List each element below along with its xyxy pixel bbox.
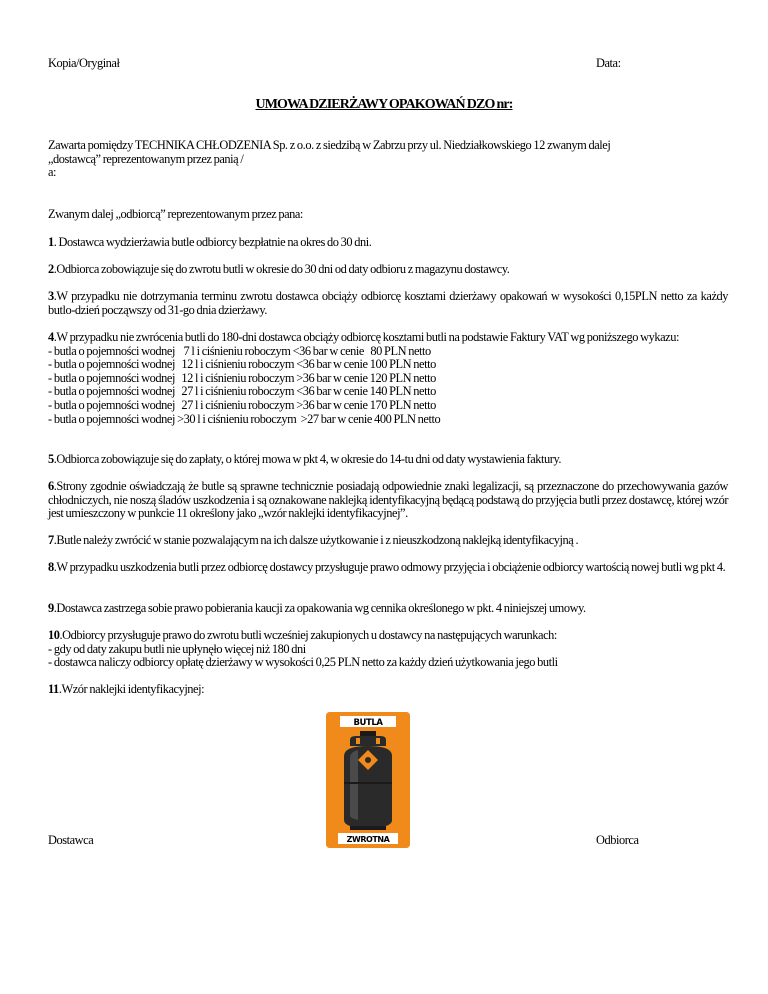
clause-number: 10 — [48, 628, 60, 642]
supplier-signature-label: Dostawca — [48, 833, 94, 847]
copy-original-label: Kopia/Oryginał — [48, 56, 120, 70]
price-list-item: - butla o pojemności wodnej 12 l i ciśnieniu roboczym >36 bar w cenie 120 PLN netto — [48, 370, 436, 385]
clause-2 — [48, 263, 728, 277]
clause-10 — [48, 629, 728, 670]
clause-text: .Odbiorca zobowiązuje się do zwrotu butli w okresie do 30 dni od daty odbioru z magazynu dostawcy. — [53, 262, 510, 276]
clause-text: .W przypadku nie zwrócenia butli do 180-dni dostawca obciąży odbiorcę kosztami butli na podstawie Faktury VAT wg poniższego wykazu: — [53, 330, 679, 344]
clause-text: .Odbiorcy przysługuje prawo do zwrotu butli wcześniej zakupionych u dostawcy na następujących warunkach: — [59, 628, 557, 642]
clause-text: .W przypadku uszkodzenia butli przez odbiorcę dostawcy przysługuje prawo odmowy przyjęcia i obciążenie odbiorcy wartością nowej butli wg pkt 4. — [53, 560, 726, 574]
clause-number: 3 — [48, 289, 54, 303]
clause-5 — [48, 453, 728, 467]
identification-sticker — [326, 712, 410, 848]
clause-number: 2 — [48, 262, 54, 276]
price-list-item: - butla o pojemności wodnej >30 l i ciśnieniu roboczym >27 bar w cenie 400 PLN netto — [48, 411, 441, 426]
intro-line-3: a: — [48, 165, 57, 180]
clause-3 — [48, 290, 728, 317]
intro-paragraph — [48, 139, 728, 180]
price-list-item: - butla o pojemności wodnej 27 l i ciśnieniu roboczym <36 bar w cenie 140 PLN netto — [48, 384, 436, 399]
clause-4 — [48, 331, 728, 426]
clause-number: 8 — [48, 560, 54, 574]
clause-number: 9 — [48, 601, 54, 615]
intro-line-2: „dostawcą” reprezentowanym przez panią / — [48, 151, 244, 166]
price-list-item: - butla o pojemności wodnej 12 l i ciśnieniu roboczym <36 bar w cenie 100 PLN netto — [48, 357, 436, 372]
clause-text: .Odbiorca zobowiązuje się do zapłaty, o której mowa w pkt 4, w okresie do 14-tu dni od daty wystawienia faktury. — [53, 452, 562, 466]
sticker-bottom-text: ZWROTNA — [346, 835, 390, 844]
gas-cylinder-icon — [326, 712, 410, 848]
return-condition-item: - gdy od daty zakupu butli nie upłynęło więcej niż 180 dni — [48, 641, 306, 656]
recipient-line: Zwanym dalej „odbiorcą” reprezentowanym przez pana: — [48, 207, 303, 221]
sticker-top-text: BUTLA — [353, 718, 383, 728]
clause-text: .Wzór naklejki identyfikacyjnej: — [58, 682, 205, 696]
clause-1 — [48, 236, 728, 250]
clause-text: .Dostawca zastrzega sobie prawo pobierania kaucji za opakowania wg cennika określonego w pkt. 4 niniejszej umowy. — [53, 601, 586, 615]
price-list-item: - butla o pojemności wodnej 7 l i ciśnieniu roboczym <36 bar w cenie 80 PLN netto — [48, 343, 431, 358]
clause-number: 11 — [48, 682, 59, 696]
clause-number: 6 — [48, 479, 54, 493]
clause-number: 7 — [48, 533, 54, 547]
intro-line-1: Zawarta pomiędzy TECHNIKA CHŁODZENIA Sp. z o.o. z siedzibą w Zabrzu przy ul. Niedziałkowskiego 12 zwanym dalej — [48, 138, 611, 152]
date-label: Data: — [596, 56, 621, 70]
clause-9 — [48, 602, 728, 616]
clause-number: 1 — [48, 235, 54, 249]
clause-6 — [48, 480, 728, 521]
recipient-signature-label: Odbiorca — [596, 833, 639, 847]
clause-number: 4 — [48, 330, 54, 344]
clause-7 — [48, 534, 728, 548]
clause-text: .W przypadku nie dotrzymania terminu zwrotu dostawca obciąży odbiorcę kosztami dzierżawy opakowań w wysokości 0,15PLN netto za każdy butlo-dzień począwszy od 31-go dnia dzierżawy. — [48, 289, 728, 317]
clause-text: . Dostawca wydzierżawia butle odbiorcy bezpłatnie na okres do 30 dni. — [53, 235, 372, 249]
clause-text: .Butle należy zwrócić w stanie pozwalającym na ich dalsze użytkowanie i z nieuszkodzoną naklejką identyfikacyjną . — [53, 533, 579, 547]
price-list-item: - butla o pojemności wodnej 27 l i ciśnieniu roboczym >36 bar w cenie 170 PLN netto — [48, 397, 436, 412]
clause-11 — [48, 683, 728, 697]
clause-8 — [48, 561, 728, 575]
clause-text: .Strony zgodnie oświadczają że butle są sprawne technicznie posiadają odpowiednie znaki legalizacji, są przeznaczone do przechowywania gazów chłodniczych, nie noszą śladów uszkodzenia i są oznakowane naklejką identyfikacyjną będącą podstawą do przyjęcia butli przez dostawcę, której wzór jest umieszczony w punkcie 11 określony jako „wzór naklejki identyfikacyjnej”. — [48, 479, 728, 521]
clause-number: 5 — [48, 452, 54, 466]
return-condition-item: - dostawca naliczy odbiorcy opłatę dzierżawy w wysokości 0,25 PLN netto za każdy dzień użytkowania jego butli — [48, 655, 558, 670]
document-title: UMOWA DZIERŻAWY OPAKOWAŃ DZO nr: — [255, 97, 513, 112]
